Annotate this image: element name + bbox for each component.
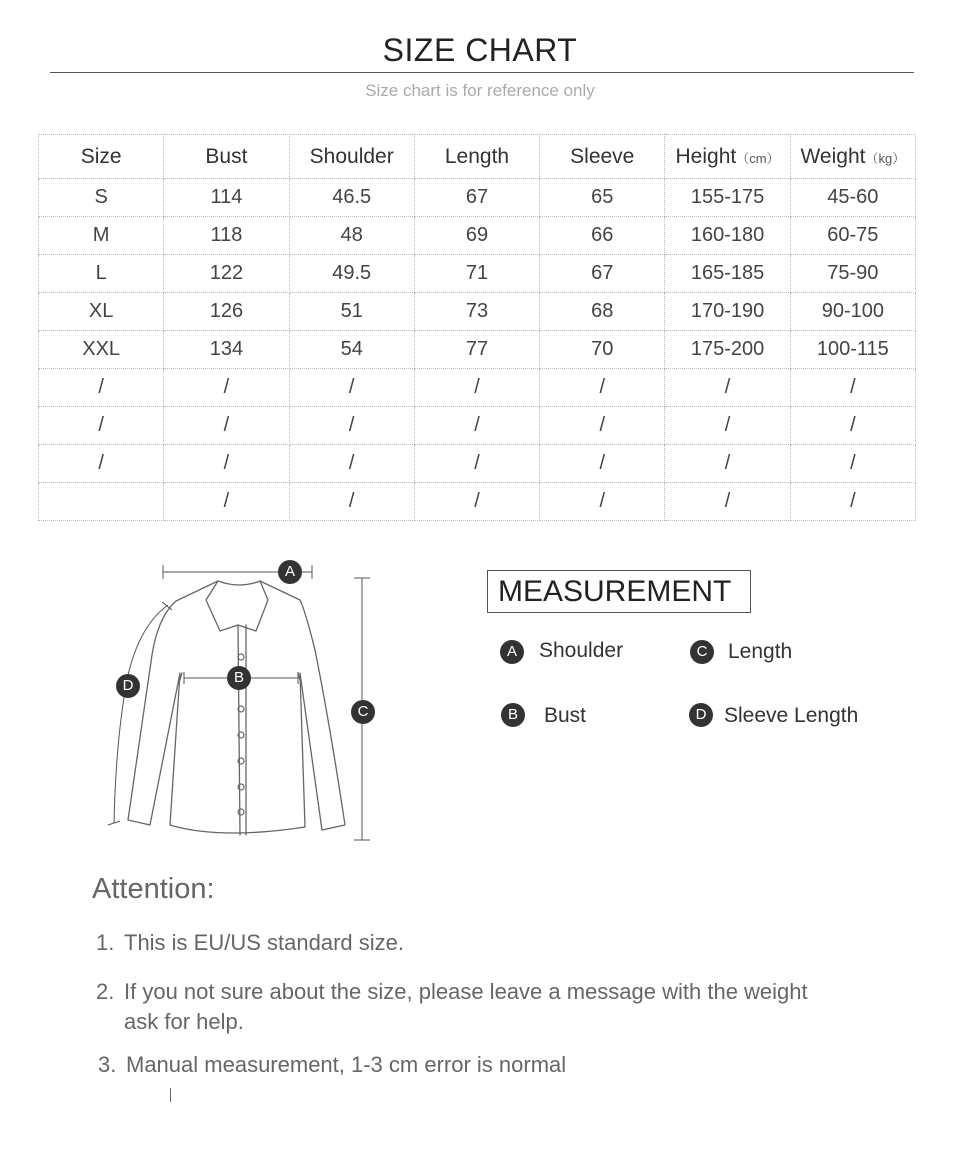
diagram-marker-b: B: [227, 666, 251, 690]
table-cell: XXL: [39, 331, 164, 369]
table-cell: 67: [540, 255, 665, 293]
height-unit: （cm）: [736, 150, 780, 166]
note-1-text: This is EU/US standard size.: [124, 930, 404, 955]
measurement-title: MEASUREMENT: [487, 570, 751, 613]
table-cell: 65: [540, 179, 665, 217]
table-cell: 90-100: [790, 293, 915, 331]
legend-marker-a: A: [500, 640, 524, 664]
diagram-marker-c: C: [351, 700, 375, 724]
table-cell: 73: [414, 293, 539, 331]
table-body: [39, 179, 916, 521]
header-weight: Weight（kg）: [790, 135, 915, 179]
table-cell: /: [289, 407, 414, 445]
table-cell: /: [164, 445, 289, 483]
weight-unit: （kg）: [865, 150, 906, 166]
table-row: [39, 483, 916, 521]
table-cell: 126: [164, 293, 289, 331]
page-subtitle: Size chart is for reference only: [365, 81, 595, 100]
page-title: SIZE CHART: [382, 32, 578, 68]
title-divider: [50, 72, 914, 73]
shirt-outline: [128, 581, 345, 833]
table-cell: /: [790, 369, 915, 407]
note-3: [98, 1050, 878, 1080]
table-cell: /: [414, 445, 539, 483]
shirt-diagram: [100, 555, 390, 855]
table-cell: 75-90: [790, 255, 915, 293]
note-2-text: If you not sure about the size, please leave a message with the weight ask for help.: [124, 979, 808, 1034]
table-cell: /: [540, 407, 665, 445]
text-cursor: [170, 1088, 171, 1102]
header-bust: Bust: [164, 135, 289, 179]
table-cell: /: [289, 369, 414, 407]
table-cell: 175-200: [665, 331, 790, 369]
table-cell: /: [414, 407, 539, 445]
table-cell: /: [540, 483, 665, 521]
table-cell: 45-60: [790, 179, 915, 217]
note-2: [96, 977, 856, 1037]
table-row: [39, 293, 916, 331]
legend-marker-c: C: [690, 640, 714, 664]
table-cell: 66: [540, 217, 665, 255]
table-cell: M: [39, 217, 164, 255]
note-3-number: 3.: [98, 1052, 117, 1077]
sleeve-measure-line: [114, 605, 168, 823]
table-cell: /: [39, 407, 164, 445]
table-row: [39, 445, 916, 483]
table-cell: 155-175: [665, 179, 790, 217]
table-cell: /: [790, 483, 915, 521]
table-cell: /: [414, 483, 539, 521]
table-cell: /: [164, 407, 289, 445]
table-cell: /: [289, 483, 414, 521]
table-row: [39, 407, 916, 445]
table-cell: 134: [164, 331, 289, 369]
note-1-number: 1.: [96, 930, 115, 955]
size-table: [38, 134, 916, 521]
table-cell: 100-115: [790, 331, 915, 369]
table-cell: 170-190: [665, 293, 790, 331]
table-row: [39, 255, 916, 293]
header-length: Length: [414, 135, 539, 179]
table-cell: /: [665, 445, 790, 483]
table-cell: 122: [164, 255, 289, 293]
table-cell: 118: [164, 217, 289, 255]
table-cell: [39, 483, 164, 521]
table-cell: /: [414, 369, 539, 407]
legend-marker-b: B: [501, 703, 525, 727]
table-cell: 46.5: [289, 179, 414, 217]
table-cell: 51: [289, 293, 414, 331]
table-cell: /: [289, 445, 414, 483]
legend-label-length: Length: [728, 640, 793, 663]
header-shoulder: Shoulder: [289, 135, 414, 179]
table-cell: 60-75: [790, 217, 915, 255]
legend-label-sleeve-length: Sleeve Length: [724, 704, 859, 727]
table-cell: 160-180: [665, 217, 790, 255]
table-cell: 69: [414, 217, 539, 255]
diagram-marker-d: D: [116, 674, 140, 698]
table-row: [39, 179, 916, 217]
header-sleeve: Sleeve: [540, 135, 665, 179]
table-cell: 48: [289, 217, 414, 255]
table-cell: 165-185: [665, 255, 790, 293]
table-cell: 77: [414, 331, 539, 369]
table-cell: 49.5: [289, 255, 414, 293]
table-row: [39, 369, 916, 407]
note-2-number: 2.: [96, 979, 115, 1004]
legend-label-shoulder: Shoulder: [539, 639, 624, 662]
table-cell: 114: [164, 179, 289, 217]
table-cell: S: [39, 179, 164, 217]
table-cell: /: [665, 369, 790, 407]
table-row: [39, 217, 916, 255]
table-cell: XL: [39, 293, 164, 331]
note-1: [96, 928, 876, 958]
table-row: [39, 331, 916, 369]
table-cell: /: [665, 407, 790, 445]
legend-label-bust: Bust: [544, 704, 587, 727]
table-header-row: [39, 135, 916, 179]
header-size: Size: [39, 135, 164, 179]
attention-heading: Attention:: [92, 873, 215, 905]
table-cell: 68: [540, 293, 665, 331]
table-cell: 71: [414, 255, 539, 293]
table-cell: /: [665, 483, 790, 521]
table-cell: 67: [414, 179, 539, 217]
table-cell: 54: [289, 331, 414, 369]
legend-marker-d: D: [689, 703, 713, 727]
table-cell: /: [540, 445, 665, 483]
table-cell: /: [164, 369, 289, 407]
table-cell: 70: [540, 331, 665, 369]
table-cell: L: [39, 255, 164, 293]
table-cell: /: [164, 483, 289, 521]
table-cell: /: [790, 445, 915, 483]
note-3-text: Manual measurement, 1-3 cm error is normal: [126, 1052, 567, 1077]
table-cell: /: [540, 369, 665, 407]
table-cell: /: [790, 407, 915, 445]
header-height: Height（cm）: [665, 135, 790, 179]
shirt-collar: [206, 581, 268, 631]
table-cell: /: [39, 445, 164, 483]
diagram-marker-a: A: [278, 560, 302, 584]
table-cell: /: [39, 369, 164, 407]
